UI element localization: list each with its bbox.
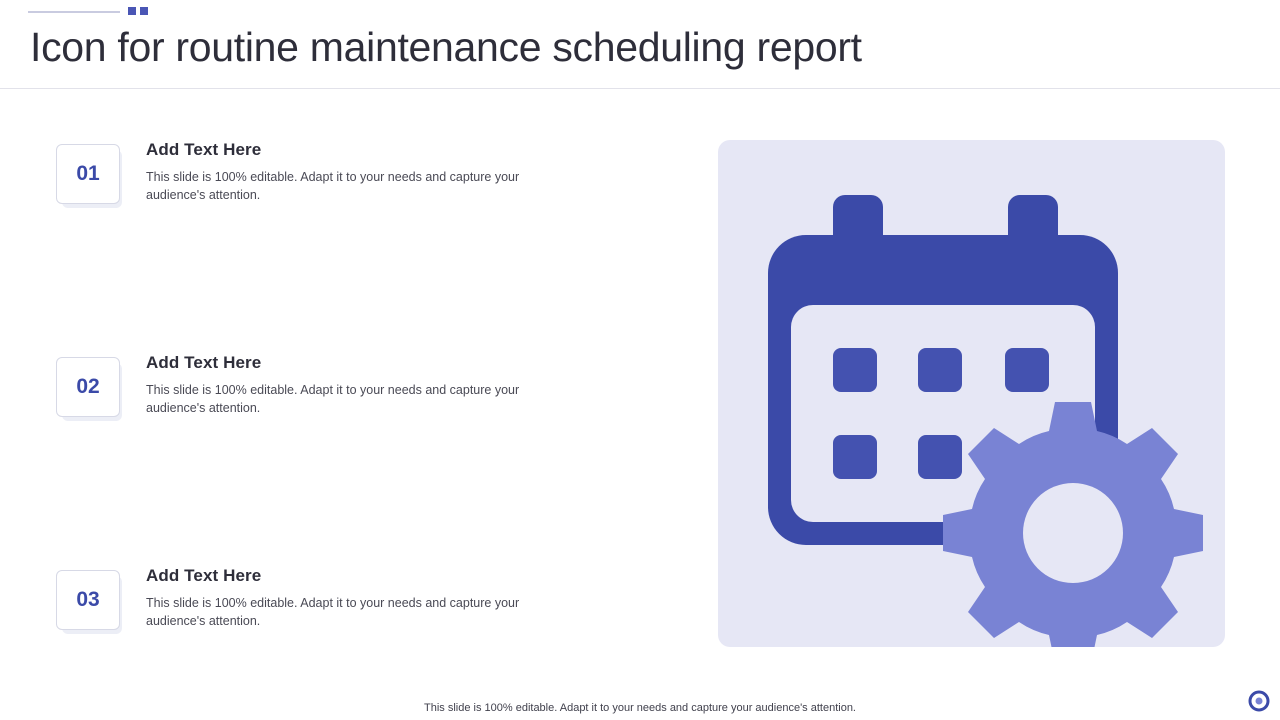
list-item-body: This slide is 100% editable. Adapt it to your needs and capture your audience's attention. <box>146 170 520 203</box>
corner-logo-icon <box>1246 688 1272 714</box>
header-decorative-square-2 <box>140 7 148 15</box>
header-decorative-line <box>28 11 120 13</box>
footer-note: This slide is 100% editable. Adapt it to your needs and capture your audience's attention. <box>424 702 856 714</box>
header-decorative-square-1 <box>128 7 136 15</box>
list-item-number: 02 <box>56 357 120 417</box>
calendar-gear-icon <box>718 140 1225 647</box>
list-item-content <box>146 140 576 204</box>
list-item-heading: Add Text Here <box>146 140 262 159</box>
list-item-content <box>146 353 576 417</box>
bullet-list <box>28 140 588 629</box>
list-item <box>28 140 588 353</box>
title-divider <box>0 88 1280 89</box>
list-item-heading: Add Text Here <box>146 353 262 372</box>
list-item-number: 03 <box>56 570 120 630</box>
list-item <box>28 353 588 566</box>
list-item-heading: Add Text Here <box>146 566 262 585</box>
list-item-body: This slide is 100% editable. Adapt it to your needs and capture your audience's attention. <box>146 383 520 416</box>
list-item-content <box>146 566 576 630</box>
list-item-body: This slide is 100% editable. Adapt it to your needs and capture your audience's attention. <box>146 596 520 629</box>
list-item-number: 01 <box>56 144 120 204</box>
page-title: Icon for routine maintenance scheduling report <box>30 24 862 70</box>
